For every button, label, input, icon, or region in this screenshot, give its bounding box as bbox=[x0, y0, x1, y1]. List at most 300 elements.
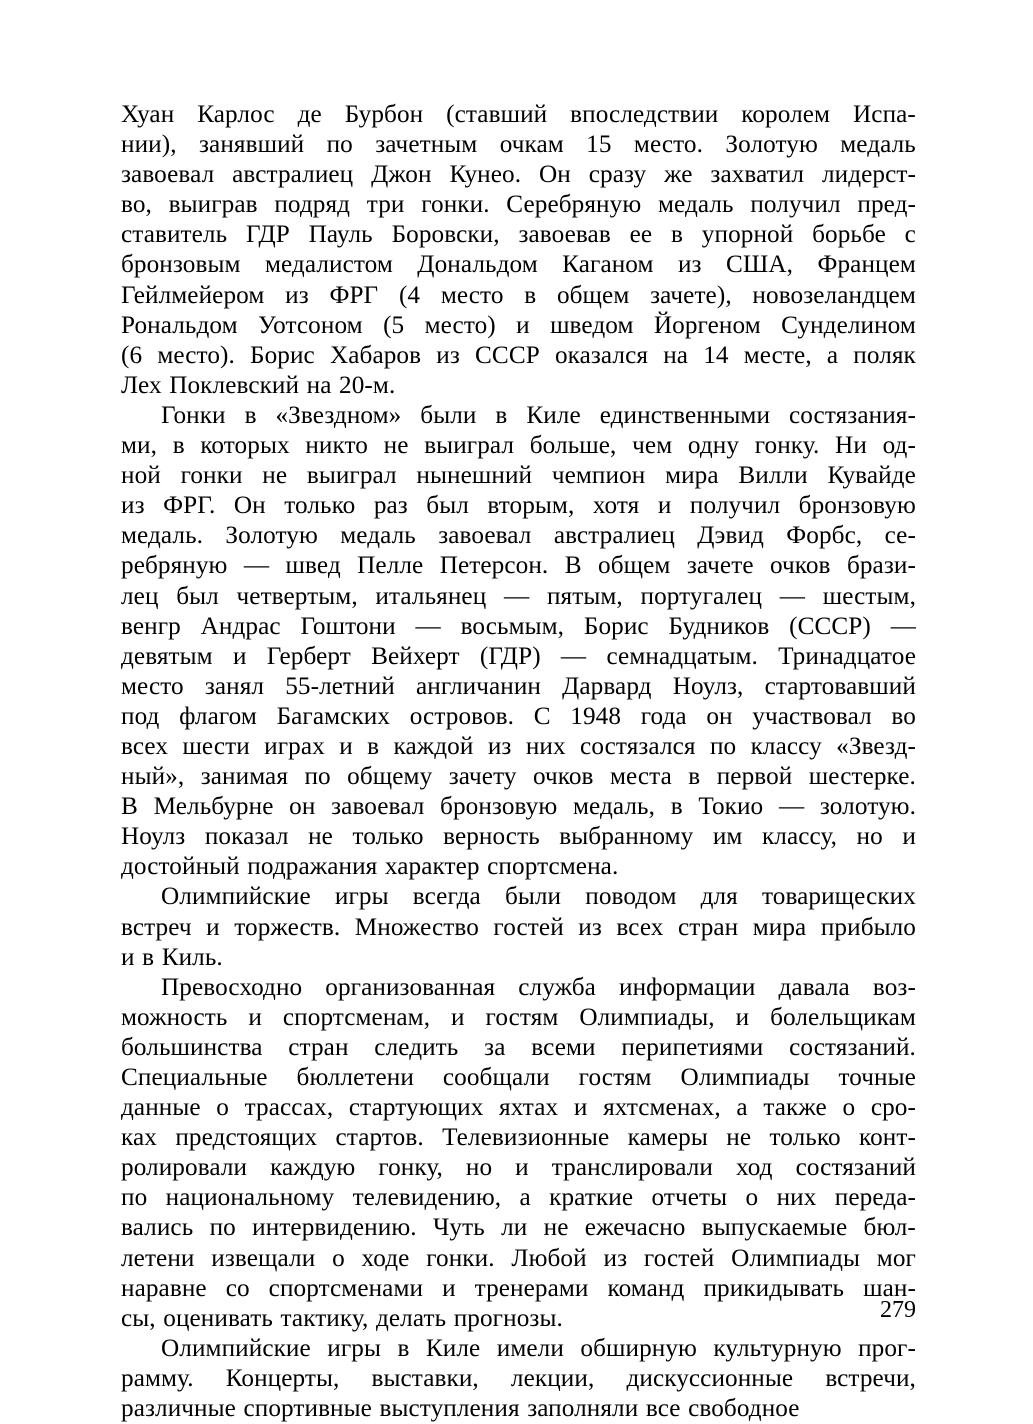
word: гонку, bbox=[378, 1154, 443, 1182]
word: Испа- bbox=[853, 101, 916, 128]
paragraph bbox=[121, 100, 916, 401]
word: в bbox=[397, 1334, 410, 1362]
word: выступления bbox=[379, 1395, 520, 1423]
word: ли bbox=[501, 1214, 528, 1242]
word: прикидывать bbox=[703, 1274, 845, 1302]
word: пятым, bbox=[546, 582, 623, 610]
word: получил bbox=[689, 492, 781, 520]
word: лидерст- bbox=[821, 161, 916, 189]
word: 14 bbox=[703, 341, 729, 369]
word: — bbox=[503, 582, 530, 610]
word: стран bbox=[288, 1033, 349, 1061]
word: захватил bbox=[710, 161, 805, 189]
word: летени bbox=[121, 1244, 195, 1272]
word: выставки, bbox=[371, 1364, 479, 1392]
text-line bbox=[121, 551, 916, 581]
word: первой bbox=[716, 763, 793, 791]
text-line bbox=[121, 913, 916, 943]
word: о bbox=[842, 1094, 856, 1122]
word: были bbox=[504, 883, 562, 911]
word: В bbox=[564, 552, 582, 580]
word: хотя bbox=[592, 492, 640, 520]
body-text-block bbox=[121, 100, 916, 1424]
word: Олимпийские bbox=[161, 883, 311, 911]
word: — bbox=[779, 582, 806, 610]
word: не bbox=[262, 462, 288, 490]
text-line bbox=[121, 281, 916, 311]
word: подражания bbox=[247, 853, 378, 881]
word: и bbox=[121, 943, 135, 971]
word: сро- bbox=[870, 1094, 916, 1122]
paragraph bbox=[121, 401, 916, 883]
word: ной bbox=[121, 462, 161, 490]
word: оказался bbox=[554, 341, 649, 369]
word: В bbox=[121, 793, 138, 821]
word: следить bbox=[374, 1033, 459, 1061]
text-line bbox=[121, 250, 916, 280]
word: единственными bbox=[599, 401, 771, 429]
word: в bbox=[244, 401, 257, 429]
word: вались bbox=[121, 1214, 194, 1242]
word: Кунео. bbox=[449, 161, 522, 189]
word: завоевал bbox=[438, 522, 532, 550]
word: трассах, bbox=[244, 1094, 334, 1122]
word: достойный bbox=[121, 853, 240, 881]
word: Концерты, bbox=[225, 1364, 340, 1392]
word: гонки. bbox=[426, 1244, 495, 1272]
text-line bbox=[121, 762, 916, 792]
word: США, bbox=[725, 251, 794, 279]
word: зачете bbox=[686, 552, 754, 580]
text-line bbox=[121, 702, 916, 732]
word: большинства bbox=[121, 1033, 263, 1061]
word: занял bbox=[204, 672, 265, 700]
word: (4 bbox=[398, 281, 421, 309]
word: стран bbox=[678, 913, 739, 941]
word: нынешний bbox=[416, 462, 533, 490]
word: Любой bbox=[511, 1244, 587, 1272]
word: С bbox=[533, 702, 551, 730]
word: подряд bbox=[274, 191, 351, 219]
word: показал bbox=[204, 823, 289, 851]
word: о bbox=[332, 1244, 345, 1272]
word: Киль. bbox=[161, 943, 223, 971]
word: бронзовым bbox=[121, 251, 241, 279]
text-line bbox=[121, 371, 916, 401]
word: Золотую bbox=[225, 522, 318, 550]
word: выпускаемые bbox=[701, 1214, 848, 1242]
word: в bbox=[367, 732, 380, 760]
word: Гонки bbox=[161, 401, 226, 429]
word: чемпион bbox=[551, 462, 646, 490]
word: 20-м. bbox=[339, 371, 396, 399]
word: семнадцатым. bbox=[606, 642, 758, 670]
word: из bbox=[578, 913, 602, 941]
word: швед bbox=[285, 552, 341, 580]
word: шестым, bbox=[822, 582, 916, 610]
word: завоевал bbox=[331, 793, 425, 821]
word: Петерсон. bbox=[439, 552, 549, 580]
word: медаль bbox=[657, 191, 734, 219]
word: ФРГ bbox=[329, 281, 379, 309]
word: классу, bbox=[761, 823, 838, 851]
word: и bbox=[442, 1274, 456, 1302]
word: Борис bbox=[250, 341, 315, 369]
word: ми, bbox=[121, 432, 158, 460]
word: а bbox=[519, 1184, 531, 1212]
word: одну bbox=[687, 432, 740, 460]
word: характер bbox=[384, 853, 480, 881]
word: очков bbox=[770, 552, 831, 580]
word: под bbox=[121, 702, 160, 730]
word: Боровски, bbox=[391, 221, 500, 249]
text-line bbox=[121, 461, 916, 491]
word: и bbox=[451, 1003, 465, 1031]
word: — bbox=[415, 612, 441, 640]
word: в bbox=[142, 943, 155, 971]
word: гонки bbox=[180, 462, 243, 490]
word: для bbox=[700, 883, 738, 911]
text-line bbox=[121, 160, 916, 190]
word: зачету bbox=[448, 763, 517, 791]
text-line bbox=[121, 1183, 916, 1213]
word: места bbox=[609, 763, 672, 791]
word: спортсмена. bbox=[487, 853, 619, 881]
word: стартовавший bbox=[764, 672, 916, 700]
word: Борис bbox=[583, 612, 649, 640]
word: нии), bbox=[121, 131, 177, 159]
word: каждой bbox=[393, 732, 474, 760]
word: можность bbox=[121, 1003, 228, 1031]
word: Мельбурне bbox=[153, 793, 274, 821]
word: выбранному bbox=[559, 823, 694, 851]
word: им bbox=[712, 823, 743, 851]
word: в bbox=[524, 281, 537, 309]
word: ролировали bbox=[121, 1154, 248, 1182]
word: и bbox=[657, 492, 672, 520]
word: лекции, bbox=[510, 1364, 595, 1392]
word: года bbox=[640, 702, 687, 730]
text-line bbox=[121, 220, 916, 250]
word: Бурбон bbox=[344, 101, 424, 128]
word: игры bbox=[327, 1334, 381, 1362]
word: ный», bbox=[121, 763, 185, 791]
word: национальному bbox=[165, 1184, 335, 1212]
word: встреч bbox=[121, 913, 192, 941]
word: Лех bbox=[121, 371, 162, 399]
word: Хуан bbox=[121, 101, 175, 128]
word: Поклевский bbox=[169, 371, 300, 399]
word: гостям bbox=[485, 1003, 559, 1031]
word: информации bbox=[619, 973, 756, 1001]
word: медаль. bbox=[121, 522, 204, 550]
word: бюллетени bbox=[296, 1064, 414, 1091]
word: обширную bbox=[580, 1334, 697, 1362]
word: девятым bbox=[121, 642, 213, 670]
word: шан- bbox=[863, 1274, 916, 1302]
word: были bbox=[420, 401, 477, 429]
word: медаль bbox=[340, 522, 416, 550]
word: только bbox=[352, 823, 424, 851]
word: точные bbox=[838, 1064, 916, 1091]
text-line bbox=[121, 1123, 916, 1153]
word: из bbox=[677, 251, 702, 279]
text-line bbox=[121, 612, 916, 642]
word: бронзовую bbox=[798, 492, 916, 520]
word: из bbox=[436, 341, 460, 369]
text-line bbox=[121, 642, 916, 672]
word: общем bbox=[598, 552, 671, 580]
word: отчеты bbox=[651, 1184, 728, 1212]
word: и bbox=[516, 311, 530, 339]
text-line bbox=[121, 311, 916, 341]
word: зачетным bbox=[375, 131, 478, 159]
word: свободное bbox=[688, 1395, 800, 1423]
word: организованная bbox=[325, 973, 496, 1001]
word: ходе bbox=[361, 1244, 410, 1272]
word: медаль, bbox=[572, 793, 656, 821]
word: Золотую bbox=[725, 131, 818, 159]
word: — bbox=[890, 612, 916, 640]
word: состязался bbox=[580, 732, 696, 760]
word: и bbox=[902, 823, 916, 851]
word: место) bbox=[424, 311, 496, 339]
word: в bbox=[172, 432, 185, 460]
word: (ГДР) bbox=[479, 642, 541, 670]
word: извещали bbox=[211, 1244, 316, 1272]
word: встречи, bbox=[825, 1364, 916, 1392]
word: команд bbox=[607, 1274, 685, 1302]
word: восьмым, bbox=[460, 612, 565, 640]
text-line bbox=[121, 732, 916, 762]
word: и bbox=[232, 642, 247, 670]
word: СССР bbox=[475, 341, 540, 369]
word: австралиец bbox=[232, 161, 354, 189]
word: занявший bbox=[198, 131, 305, 159]
word: Олимпиады, bbox=[579, 1003, 715, 1031]
word: Серебряную bbox=[506, 191, 642, 219]
word: заполняли bbox=[527, 1395, 639, 1423]
word: дискуссионные bbox=[626, 1364, 794, 1392]
word: был bbox=[176, 582, 219, 610]
word: прог- bbox=[858, 1334, 916, 1362]
word: а bbox=[826, 341, 839, 369]
word: итальянец bbox=[375, 582, 487, 610]
word: но bbox=[465, 1154, 493, 1182]
word: новозеландцем bbox=[752, 281, 916, 309]
word: австралиец bbox=[553, 522, 675, 550]
word: но bbox=[856, 823, 883, 851]
word: яхтсменах, bbox=[603, 1094, 721, 1122]
word: он bbox=[289, 793, 316, 821]
word: лец bbox=[121, 582, 159, 610]
word: се- bbox=[884, 522, 916, 550]
word: Дональдом bbox=[417, 251, 538, 279]
word: Множество bbox=[354, 913, 479, 941]
word: Каганом bbox=[562, 251, 654, 279]
word: из bbox=[603, 1244, 628, 1272]
word: в bbox=[670, 793, 683, 821]
word: «Звездном» bbox=[275, 401, 402, 429]
word: Олимпийские bbox=[161, 1334, 311, 1362]
word: мира bbox=[665, 462, 719, 490]
word: за bbox=[484, 1033, 506, 1061]
word: упорной bbox=[701, 221, 794, 249]
word: и bbox=[248, 1003, 262, 1031]
word: вторым, bbox=[487, 492, 575, 520]
word: них bbox=[525, 732, 566, 760]
word: получил bbox=[750, 191, 841, 219]
word: место. bbox=[633, 131, 704, 159]
text-line bbox=[121, 852, 916, 882]
word: оценивать bbox=[163, 1304, 273, 1332]
word: играх bbox=[264, 732, 325, 760]
word: Гейлмейером bbox=[121, 281, 265, 309]
word: гостей bbox=[643, 1244, 715, 1272]
word: конт- bbox=[859, 1124, 916, 1152]
word: по bbox=[209, 1214, 236, 1242]
text-line bbox=[121, 582, 916, 612]
word: 55-летний bbox=[285, 672, 395, 700]
word: прогнозы. bbox=[453, 1304, 563, 1332]
word: ежечасно bbox=[584, 1214, 686, 1242]
word: брази- bbox=[846, 552, 916, 580]
word: Чуть bbox=[432, 1214, 485, 1242]
word: ГДР bbox=[246, 221, 290, 249]
word: (6 bbox=[121, 341, 143, 369]
word: завоевал bbox=[121, 161, 215, 189]
word: Форбс, bbox=[786, 522, 863, 550]
word: в bbox=[688, 763, 701, 791]
word: Андрас bbox=[200, 612, 281, 640]
word: а bbox=[736, 1094, 748, 1122]
text-line bbox=[121, 1334, 916, 1364]
word: на bbox=[306, 371, 332, 399]
word: имели bbox=[496, 1334, 564, 1362]
text-line bbox=[121, 822, 916, 852]
word: Пелле bbox=[357, 552, 424, 580]
word: Дэвид bbox=[697, 522, 764, 550]
word: давала bbox=[778, 973, 850, 1001]
word: ее bbox=[629, 221, 653, 249]
word: Джон bbox=[371, 161, 432, 189]
word: из bbox=[285, 281, 309, 309]
word: Киле bbox=[526, 401, 581, 429]
word: шести bbox=[182, 732, 250, 760]
word: общем bbox=[556, 281, 630, 309]
word: Герберт bbox=[266, 642, 351, 670]
word: торжеств. bbox=[234, 913, 341, 941]
word: Рональдом bbox=[121, 311, 238, 339]
word: он bbox=[706, 702, 733, 730]
word: од- bbox=[882, 432, 916, 460]
word: ребряную bbox=[121, 552, 228, 580]
word: островов. bbox=[409, 702, 515, 730]
word: тренерами bbox=[474, 1274, 589, 1302]
word: состязаний. bbox=[789, 1033, 916, 1061]
word: по bbox=[709, 732, 737, 760]
word: тактику, bbox=[280, 1304, 369, 1332]
word: Гоштони bbox=[300, 612, 396, 640]
word: о bbox=[745, 1184, 759, 1212]
text-line bbox=[121, 1003, 916, 1033]
word: прибыло bbox=[820, 913, 916, 941]
word: никто bbox=[305, 432, 368, 460]
word: место bbox=[121, 672, 184, 700]
word: четвертым, bbox=[236, 582, 358, 610]
word: и bbox=[573, 1094, 588, 1122]
word: участвовал bbox=[752, 702, 872, 730]
word: не bbox=[726, 1124, 752, 1152]
word: не bbox=[308, 823, 333, 851]
word: только bbox=[769, 1124, 841, 1152]
word: гонки. bbox=[421, 191, 490, 219]
word: интервидению. bbox=[252, 1214, 417, 1242]
word: и bbox=[206, 913, 220, 941]
word: бюл- bbox=[863, 1214, 916, 1242]
word: чем bbox=[632, 432, 673, 460]
word: сы, bbox=[121, 1304, 156, 1332]
word: состязаний bbox=[795, 1154, 916, 1182]
word: флагом bbox=[179, 702, 257, 730]
word: гостей bbox=[493, 913, 564, 941]
word: не bbox=[383, 432, 409, 460]
word: служба bbox=[518, 973, 596, 1001]
word: с bbox=[904, 221, 916, 249]
word: поводом bbox=[585, 883, 677, 911]
word: в bbox=[671, 221, 683, 249]
word: сообщали bbox=[442, 1064, 550, 1091]
text-line bbox=[121, 1394, 916, 1424]
word: ставитель bbox=[121, 221, 228, 249]
word: наравне bbox=[121, 1274, 207, 1302]
word: англичанин bbox=[415, 672, 542, 700]
word: Ноулз, bbox=[672, 672, 744, 700]
word: выиграв bbox=[168, 191, 258, 219]
text-line bbox=[121, 973, 916, 1003]
text-line bbox=[121, 1153, 916, 1183]
word: камеры bbox=[627, 1124, 708, 1152]
word: всех bbox=[616, 913, 664, 941]
word: каждую bbox=[270, 1154, 356, 1182]
word: всегда bbox=[412, 883, 481, 911]
word: гонку. bbox=[754, 432, 820, 460]
word: состязания- bbox=[788, 401, 916, 429]
word: только bbox=[284, 492, 356, 520]
text-line bbox=[121, 130, 916, 160]
text-line bbox=[121, 401, 916, 431]
text-line bbox=[121, 1244, 916, 1274]
word: различные bbox=[121, 1395, 236, 1423]
text-line bbox=[121, 1364, 916, 1394]
text-line bbox=[121, 341, 916, 371]
text-line bbox=[121, 792, 916, 822]
word: Вилли bbox=[738, 462, 808, 490]
word: телевидению, bbox=[352, 1184, 502, 1212]
word: по bbox=[326, 131, 353, 159]
word: из bbox=[487, 732, 512, 760]
word: Йоргеном bbox=[653, 311, 761, 339]
word: во bbox=[891, 702, 916, 730]
word: (5 bbox=[383, 311, 405, 339]
word: пред- bbox=[857, 191, 916, 219]
paragraph bbox=[121, 882, 916, 972]
word: и bbox=[339, 732, 353, 760]
word: мог bbox=[876, 1244, 916, 1272]
word: из bbox=[121, 492, 145, 520]
word: спортивные bbox=[243, 1395, 372, 1423]
word: выиграл bbox=[306, 462, 397, 490]
